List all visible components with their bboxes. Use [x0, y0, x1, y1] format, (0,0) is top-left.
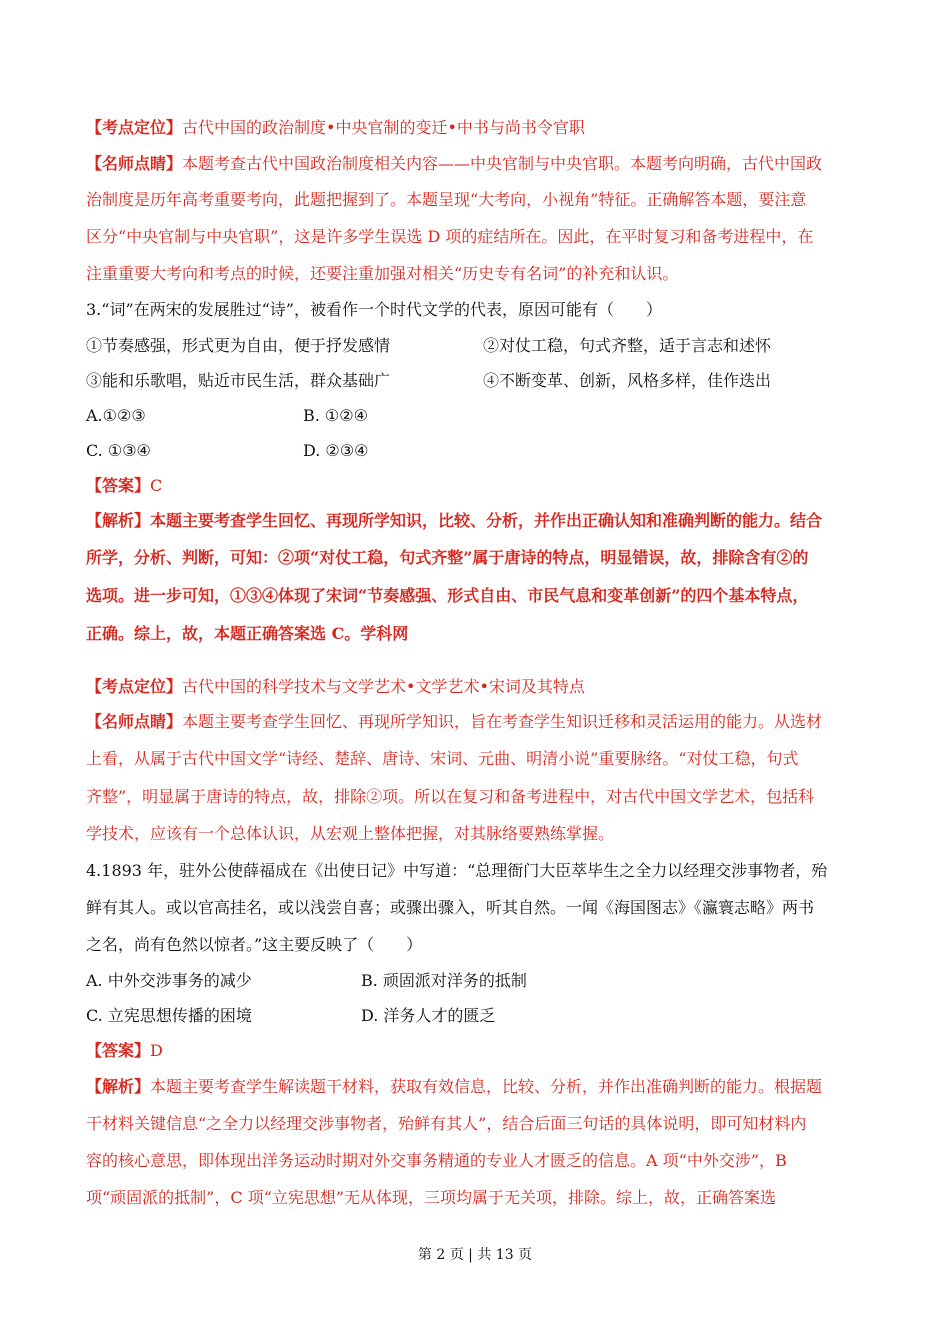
q2-mingshi-line: 区分“中央官制与中央官职”，这是许多学生误选 D 项的症结所在。因此，在平时复习和备考进程中，在	[86, 227, 814, 246]
q3-mingshi-line: 齐整”，明显属于唐诗的特点，故，排除②项。所以在复习和备考进程中，对古代中国文学艺术，包括科	[86, 787, 815, 806]
answer-label: 【答案】	[86, 476, 151, 495]
q2-kaodian	[86, 117, 585, 139]
q4-option-c: C. 立宪思想传播的困境	[86, 1006, 252, 1025]
mingshi-label: 【名师点睛】	[86, 154, 183, 173]
q2-mingshi-line: 治制度是历年高考重要考向，此题把握到了。本题呈现“大考向，小视角”特征。正确解答本题，要注意	[86, 190, 807, 209]
kaodian-label: 【考点定位】	[86, 118, 183, 137]
q4-stem-line: 之名，尚有色然以惊者。”这主要反映了（ ）	[86, 935, 423, 954]
q4-stem-line: 鲜有其人。或以官高挂名，或以浅尝自喜；或骤出骤入，听其自然。一闻《海国图志》《瀛寰志略》两书	[86, 898, 815, 917]
q3-item: ③能和乐歌唱，贴近市民生活，群众基础广	[86, 371, 391, 390]
q4-jiexi-line: 【解析】本题主要考查学生解读题干材料，获取有效信息，比较、分析，并作出准确判断的能力。根据题	[86, 1077, 823, 1096]
q3-jiexi-line: 正确。综上，故，本题正确答案选 C。学科网	[86, 624, 409, 643]
q2-mingshi-line: 注重重要大考向和考点的时候，还要注重加强对相关“历史专有名词”的补充和认识。	[86, 264, 679, 283]
q3-jiexi-line: 选项。进一步可知，①③④体现了宋词“节奏感强、形式自由、市民气息和变革创新”的四个基本特点，	[86, 586, 809, 605]
q3-stem: 3.“词”在两宋的发展胜过“诗”，被看作一个时代文学的代表，原因可能有（ ）	[86, 300, 662, 319]
q3-option-c: C. ①③④	[86, 441, 151, 460]
q3-option-a: A.①②③	[86, 406, 146, 425]
q4-jiexi-line: 容的核心意思，即体现出洋务运动时期对外交事务精通的专业人才匮乏的信息。A 项“中外交涉”，B	[86, 1151, 787, 1170]
q4-jiexi-line: 项“顽固派的抵制”，C 项“立宪思想”无从体现，三项均属于无关项，排除。综上，故，正确答案选	[86, 1188, 777, 1207]
q3-answer	[86, 475, 162, 497]
q3-kaodian	[86, 676, 585, 698]
q3-mingshi-line: 【名师点睛】本题主要考查学生回忆、再现所学知识，旨在考查学生知识迁移和灵活运用的能力。从选材	[86, 712, 823, 731]
answer-value: D	[150, 1041, 163, 1060]
q4-option-d: D. 洋务人才的匮乏	[361, 1006, 496, 1025]
mingshi-label: 【名师点睛】	[86, 712, 183, 731]
jiexi-label: 【解析】	[86, 1077, 151, 1096]
q4-stem-line: 4.1893 年，驻外公使薛福成在《出使日记》中写道：“总理衙门大臣萃毕生之全力以经理交涉事物者，殆	[86, 861, 828, 880]
q3-item: ①节奏感强，形式更为自由，便于抒发感情	[86, 336, 391, 355]
kaodian-text: 古代中国的科学技术与文学艺术•文学艺术•宋词及其特点	[182, 677, 585, 696]
q2-mingshi-line: 【名师点睛】本题考查古代中国政治制度相关内容——中央官制与中央官职。本题考向明确，古代中国政	[86, 154, 823, 173]
page-footer: 第 2 页 | 共 13 页	[417, 1247, 533, 1263]
kaodian-label: 【考点定位】	[86, 677, 183, 696]
q4-answer	[86, 1040, 163, 1062]
answer-label: 【答案】	[86, 1041, 151, 1060]
q3-jiexi-line: 所学，分析、判断，可知：②项“对仗工稳，句式齐整”属于唐诗的特点，明显错误，故，排除含有②的	[86, 548, 809, 567]
answer-value: C	[150, 476, 163, 495]
q3-mingshi-line: 学技术，应该有一个总体认识，从宏观上整体把握，对其脉络要熟练掌握。	[86, 824, 615, 843]
q3-item: ②对仗工稳，句式齐整，适于言志和述怀	[483, 336, 772, 355]
q3-option-d: D. ②③④	[303, 441, 369, 460]
q4-option-b: B. 顽固派对洋务的抵制	[361, 971, 527, 990]
q4-option-a: A. 中外交涉事务的减少	[86, 971, 252, 990]
jiexi-label: 【解析】	[86, 511, 151, 530]
q3-option-b: B. ①②④	[303, 406, 368, 425]
q4-jiexi-line: 干材料关键信息“之全力以经理交涉事物者，殆鲜有其人”，结合后面三句话的具体说明，即可知材料内	[86, 1114, 807, 1133]
q3-jiexi-line: 【解析】本题主要考查学生回忆、再现所学知识，比较、分析，并作出正确认知和准确判断的能力。结合	[86, 511, 823, 530]
q3-item: ④不断变革、创新，风格多样，佳作迭出	[483, 371, 772, 390]
q3-mingshi-line: 上看，从属于古代中国文学“诗经、楚辞、唐诗、宋词、元曲、明清小说”重要脉络。“对仗工稳，句式	[86, 749, 799, 768]
kaodian-text: 古代中国的政治制度•中央官制的变迁•中书与尚书令官职	[182, 118, 585, 137]
